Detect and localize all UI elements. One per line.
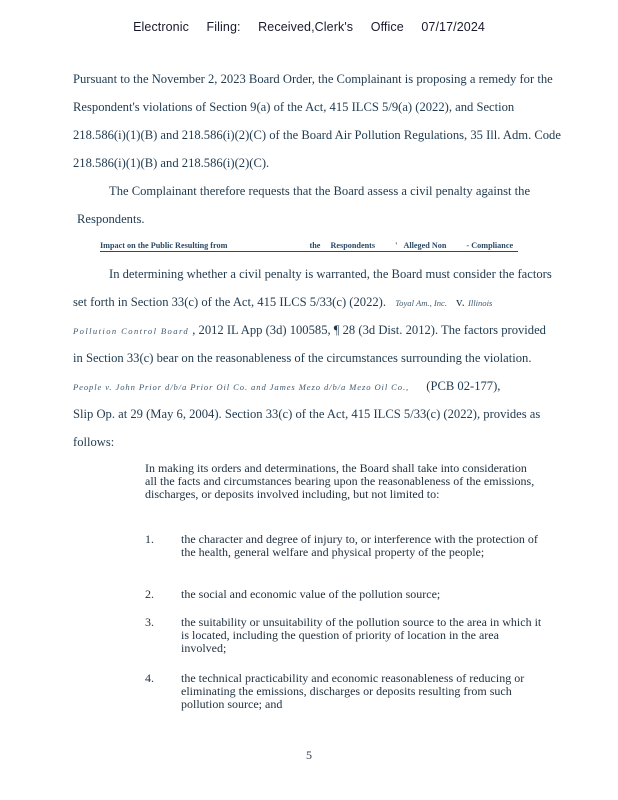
paragraph-3-line-3-text: , 2012 IL App (3d) 100585, ¶ 28 (3d Dist. 2012). The factors provided <box>192 323 546 337</box>
heading-part-6: - Compliance <box>466 241 514 250</box>
list-item-text: the suitability or unsuitability of the pollution source to the area in which it is located, including the question of priority of location in the area involved; <box>181 615 542 656</box>
list-item-number: 3. <box>145 615 154 629</box>
heading-part-5: Alleged Non <box>403 241 447 250</box>
stamp-office: Office <box>370 20 404 34</box>
list-item-number: 4. <box>145 671 154 685</box>
section-heading <box>100 241 518 252</box>
paragraph-3-line-1: In determining whether a civil penalty is warranted, the Board must consider the factors <box>109 267 552 281</box>
list-item-number: 1. <box>145 532 154 546</box>
paragraph-1-line-3: 218.586(i)(1)(B) and 218.586(i)(2)(C) of the Board Air Pollution Regulations, 35 Ill. Adm. Code <box>73 128 561 142</box>
filing-stamp <box>0 20 618 34</box>
paragraph-1-line-4: 218.586(i)(1)(B) and 218.586(i)(2)(C). <box>73 156 270 170</box>
page-number: 5 <box>306 748 312 762</box>
list-item-text: the social and economic value of the pollution source; <box>181 587 441 601</box>
heading-part-4: ' <box>395 241 398 250</box>
stamp-date: 07/17/2024 <box>421 20 485 34</box>
heading-part-3: Respondents <box>330 241 376 250</box>
heading-part-2: the <box>309 241 321 250</box>
stamp-electronic: Electronic <box>133 20 189 34</box>
heading-part-1: Impact on the Public Resulting from <box>100 241 228 250</box>
paragraph-3-line-6: Slip Op. at 29 (May 6, 2004). Section 33(c) of the Act, 415 ILCS 5/33(c) (2022), provides as <box>73 407 541 421</box>
citation-versus: v. <box>456 295 465 309</box>
stamp-received: Received,Clerk's <box>258 20 354 34</box>
citation-illinois: Illinois <box>467 298 493 308</box>
paragraph-1-line-2: Respondent's violations of Section 9(a) of the Act, 415 ILCS 5/9(a) (2022), and Section <box>73 100 515 114</box>
citation-toyal: Toyal Am., Inc. <box>395 298 447 308</box>
block-quote-intro: In making its orders and determinations, the Board shall take into consideration all the facts and circumstances bearing upon the reasonableness of the emissions, discharges, or deposits involved including, but not limited to: <box>145 461 535 502</box>
paragraph-1-line-1: Pursuant to the November 2, 2023 Board Order, the Complainant is proposing a remedy for the <box>73 72 553 86</box>
paragraph-3-line-2 <box>73 295 492 310</box>
paragraph-2-line-1: The Complainant therefore requests that the Board assess a civil penalty against the <box>109 184 531 198</box>
paragraph-3-line-4: in Section 33(c) bear on the reasonableness of the circumstances surrounding the violation. <box>73 351 532 365</box>
paragraph-3-line-2-text: set forth in Section 33(c) of the Act, 415 ILCS 5/33(c) (2022). <box>73 295 387 309</box>
citation-pcb-number: (PCB 02-177), <box>426 379 501 393</box>
list-item-text: the character and degree of injury to, or interference with the protection of the health, general welfare and physical property of the people; <box>181 532 538 560</box>
citation-pcb: Pollution Control Board <box>73 326 190 336</box>
paragraph-3-line-7: follows: <box>73 435 115 449</box>
stamp-filing: Filing: <box>206 20 241 34</box>
list-item-text: the technical practicability and economic reasonableness of reducing or eliminating the emissions, discharges or deposits resulting from such pollution source; and <box>181 671 525 712</box>
paragraph-2-line-2: Respondents. <box>77 212 145 226</box>
list-item-number: 2. <box>145 587 154 601</box>
paragraph-3-line-5 <box>73 379 500 394</box>
paragraph-3-line-3 <box>73 323 546 338</box>
citation-people-v-prior: People v. John Prior d/b/a Prior Oil Co. and James Mezo d/b/a Mezo Oil Co., <box>73 382 410 392</box>
